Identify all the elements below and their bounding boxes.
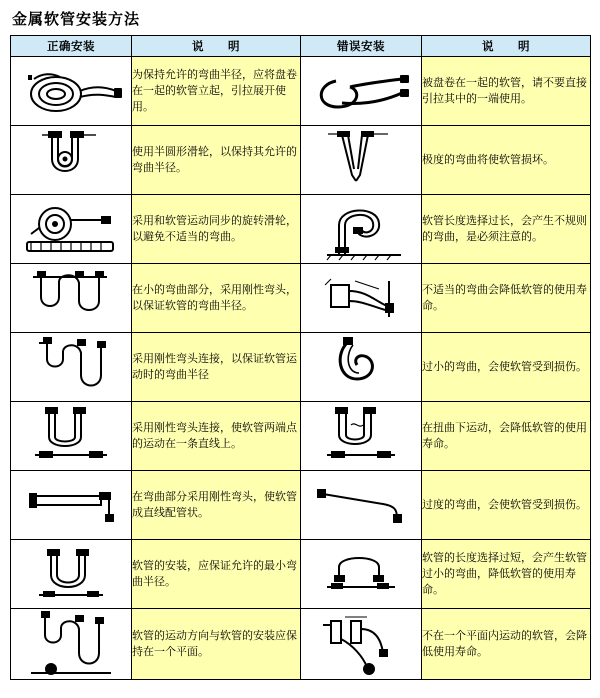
- table-row: [11, 126, 591, 195]
- sharp-v-bend-icon: [301, 129, 421, 191]
- wrong-description: 极度的弯曲将使软管损坏。: [422, 126, 591, 195]
- wrong-description: 软管长度选择过长，会产生不规则的弯曲，是必须注意的。: [422, 195, 591, 264]
- wrong-description: 被盘卷在一起的软管，请不要直接引拉其中的一端使用。: [422, 57, 591, 126]
- correct-illustration-cell: [11, 609, 132, 680]
- table-row: [11, 264, 591, 333]
- rigid-bend-small-radius-icon: [11, 267, 131, 329]
- correct-description: 使用半圆形滑轮，以保持其允许的弯曲半径。: [132, 126, 301, 195]
- wrong-illustration-cell: [301, 264, 422, 333]
- wrong-illustration-cell: [301, 540, 422, 609]
- table-row: [11, 195, 591, 264]
- wrong-description: 软管的长度选择过短，会产生软管过小的弯曲，降低软管的使用寿命。: [422, 540, 591, 609]
- table-row: [11, 609, 591, 680]
- wrong-illustration-cell: [301, 126, 422, 195]
- improper-tight-bend-icon: [301, 267, 421, 329]
- correct-description: 采用刚性弯头连接，使软管两端点的运动在一条直线上。: [132, 402, 301, 471]
- correct-description: 采用刚性弯头连接，以保证软管运动时的弯曲半径: [132, 333, 301, 402]
- header-wrong-install: 错误安装: [301, 36, 422, 57]
- coiled-hose-spiral-icon: [11, 61, 131, 121]
- min-bend-radius-loop-icon: [11, 545, 131, 603]
- straight-pipe-with-elbow-icon: [11, 480, 131, 530]
- page-title: 金属软管安装方法: [12, 10, 141, 28]
- correct-illustration-cell: [11, 126, 132, 195]
- correct-illustration-cell: [11, 402, 132, 471]
- wrong-description: 过度的弯曲，会使软管受到损伤。: [422, 471, 591, 540]
- twisted-u-motion-icon: [301, 405, 421, 467]
- wrong-illustration-cell: [301, 402, 422, 471]
- u-shape-straight-line-icon: [11, 405, 131, 467]
- table-row: [11, 540, 591, 609]
- correct-illustration-cell: [11, 264, 132, 333]
- table-row: [11, 57, 591, 126]
- header-wrong-desc: 说 明: [422, 36, 591, 57]
- correct-description: 为保持允许的弯曲半径，应将盘卷在一起的软管立起，引拉展开使用。: [132, 57, 301, 126]
- table-header: [11, 36, 591, 57]
- wrong-description: 过小的弯曲，会使软管受到损伤。: [422, 333, 591, 402]
- chain-driven-pulley-icon: [11, 198, 131, 260]
- correct-illustration-cell: [11, 333, 132, 402]
- over-tight-curve-icon: [301, 335, 421, 399]
- header-correct-install: 正确安装: [11, 36, 132, 57]
- coiled-hose-pulled-icon: [301, 61, 421, 121]
- header-correct-desc: 说 明: [132, 36, 301, 57]
- wrong-illustration-cell: [301, 609, 422, 680]
- correct-illustration-cell: [11, 540, 132, 609]
- wrong-illustration-cell: [301, 333, 422, 402]
- table-row: [11, 471, 591, 540]
- wrong-description: 在扭曲下运动，会降低软管的使用寿命。: [422, 402, 591, 471]
- correct-description: 软管的运动方向与软管的安装应保持在一个平面。: [132, 609, 301, 680]
- table-row: [11, 333, 591, 402]
- correct-description: 在小的弯曲部分，采用刚性弯头，以保证软管的弯曲半径。: [132, 264, 301, 333]
- wrong-illustration-cell: [301, 57, 422, 126]
- wrong-description: 不适当的弯曲会降低软管的使用寿命。: [422, 264, 591, 333]
- hose-installation-table: [10, 35, 591, 680]
- correct-description: 采用和软管运动同步的旋转滑轮，以避免不适当的弯曲。: [132, 195, 301, 264]
- table-body: [11, 57, 591, 680]
- correct-description: 在弯曲部分采用刚性弯头，使软管成直线配管状。: [132, 471, 301, 540]
- wrong-illustration-cell: [301, 195, 422, 264]
- rigid-elbow-connection-icon: [11, 335, 131, 399]
- wrong-illustration-cell: [301, 471, 422, 540]
- correct-illustration-cell: [11, 195, 132, 264]
- table-header-row: [11, 36, 591, 57]
- long-loose-hose-loop-icon: [301, 197, 421, 261]
- correct-illustration-cell: [11, 57, 132, 126]
- correct-description: 软管的安装，应保证允许的最小弯曲半径。: [132, 540, 301, 609]
- too-long-hose-bracket-icon: [301, 545, 421, 603]
- u-bend-with-pulley-icon: [11, 129, 131, 191]
- same-plane-movement-icon: [11, 609, 131, 679]
- excessive-bend-elbow-icon: [301, 480, 421, 530]
- table-row: [11, 402, 591, 471]
- correct-illustration-cell: [11, 471, 132, 540]
- wrong-description: 不在一个平面内运动的软管，会降低使用寿命。: [422, 609, 591, 680]
- out-of-plane-movement-icon: [301, 609, 421, 679]
